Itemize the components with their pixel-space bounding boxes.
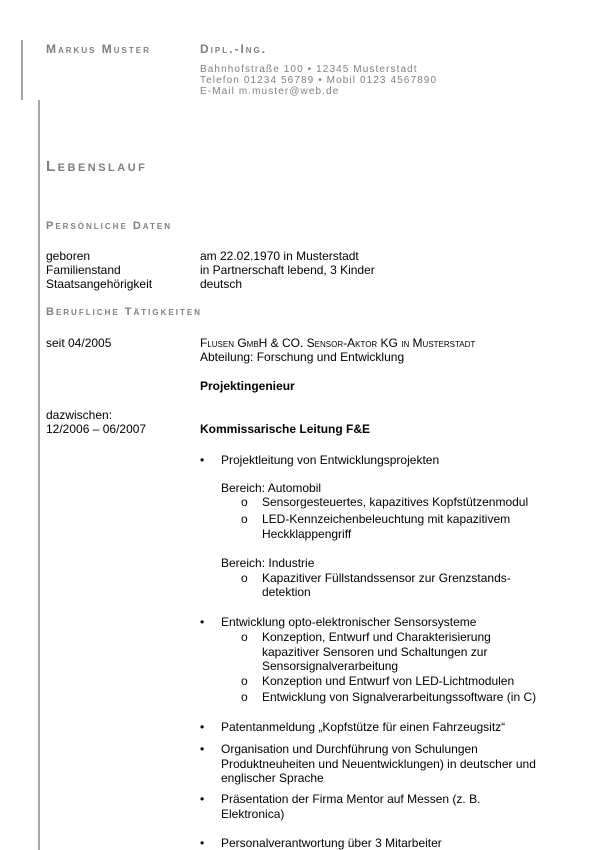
bullet-icon: • [200,792,205,806]
between-period: 12/2006 – 06/2007 [46,422,147,436]
margin-rule-top [21,40,23,100]
bullet-icon: • [200,453,205,467]
value-nationality: deutsch [200,277,243,291]
area-industry: Bereich: Industrie [221,556,315,570]
list-item-continued: Elektronica) [221,807,285,821]
label-nationality: Staatsangehörigkeit [46,277,153,291]
area-automotive: Bereich: Automobil [221,481,322,495]
address-line: Bahnhofstraße 100 • 12345 Musterstadt [200,64,418,75]
list-item-continued: Sensorsignalverarbeitung [262,659,399,673]
list-item-continued: kapazitiver Sensoren und Schaltungen zur [262,645,488,659]
list-item-continued: Heckklappengriff [262,527,352,541]
value-family: in Partnerschaft lebend, 3 Kinder [200,263,375,277]
sub-bullet-icon: o [241,571,248,585]
label-born: geboren [46,249,91,263]
sub-bullet-icon: o [241,512,248,526]
bullet-icon: • [200,742,205,756]
label-family: Familienstand [46,263,121,277]
interim-role: Kommissarische Leitung F&E [200,422,371,436]
list-item-continued: Produktneuheiten und Neuentwicklungen) in deutscher und [221,757,536,771]
header-contact [200,64,437,97]
email-line: E-Mail m.muster@web.de [200,86,340,97]
sub-bullet-icon: o [241,630,248,644]
bullet-icon: • [200,615,205,629]
phone-line: Telefon 01234 56789 • Mobil 0123 4567890 [200,75,438,86]
department: Abteilung: Forschung und Entwicklung [200,350,405,364]
section-heading-career: Berufliche Tätigkeiten [46,306,202,318]
section-heading-personal: Persönliche Daten [46,220,172,232]
company-name: Flusen GmbH & CO. Sensor-Aktor KG in Musterstadt [200,336,476,350]
header-name: Markus Muster [46,42,151,56]
role-title: Projektingenieur [200,379,295,393]
career-since: seit 04/2005 [46,336,112,350]
value-born: am 22.02.1970 in Musterstadt [200,249,359,263]
bullet-icon: • [200,836,205,850]
list-item-continued: englischer Sprache [221,771,324,785]
sub-bullet-icon: o [241,495,248,509]
sub-bullet-icon: o [241,690,248,704]
margin-rule [38,100,40,850]
between-label: dazwischen: [46,408,113,422]
bullet-icon: • [200,720,205,734]
sub-bullet-icon: o [241,674,248,688]
list-item-continued: detektion [262,585,311,599]
page-title: Lebenslauf [46,158,148,175]
header-title: Dipl.-Ing. [200,42,268,56]
